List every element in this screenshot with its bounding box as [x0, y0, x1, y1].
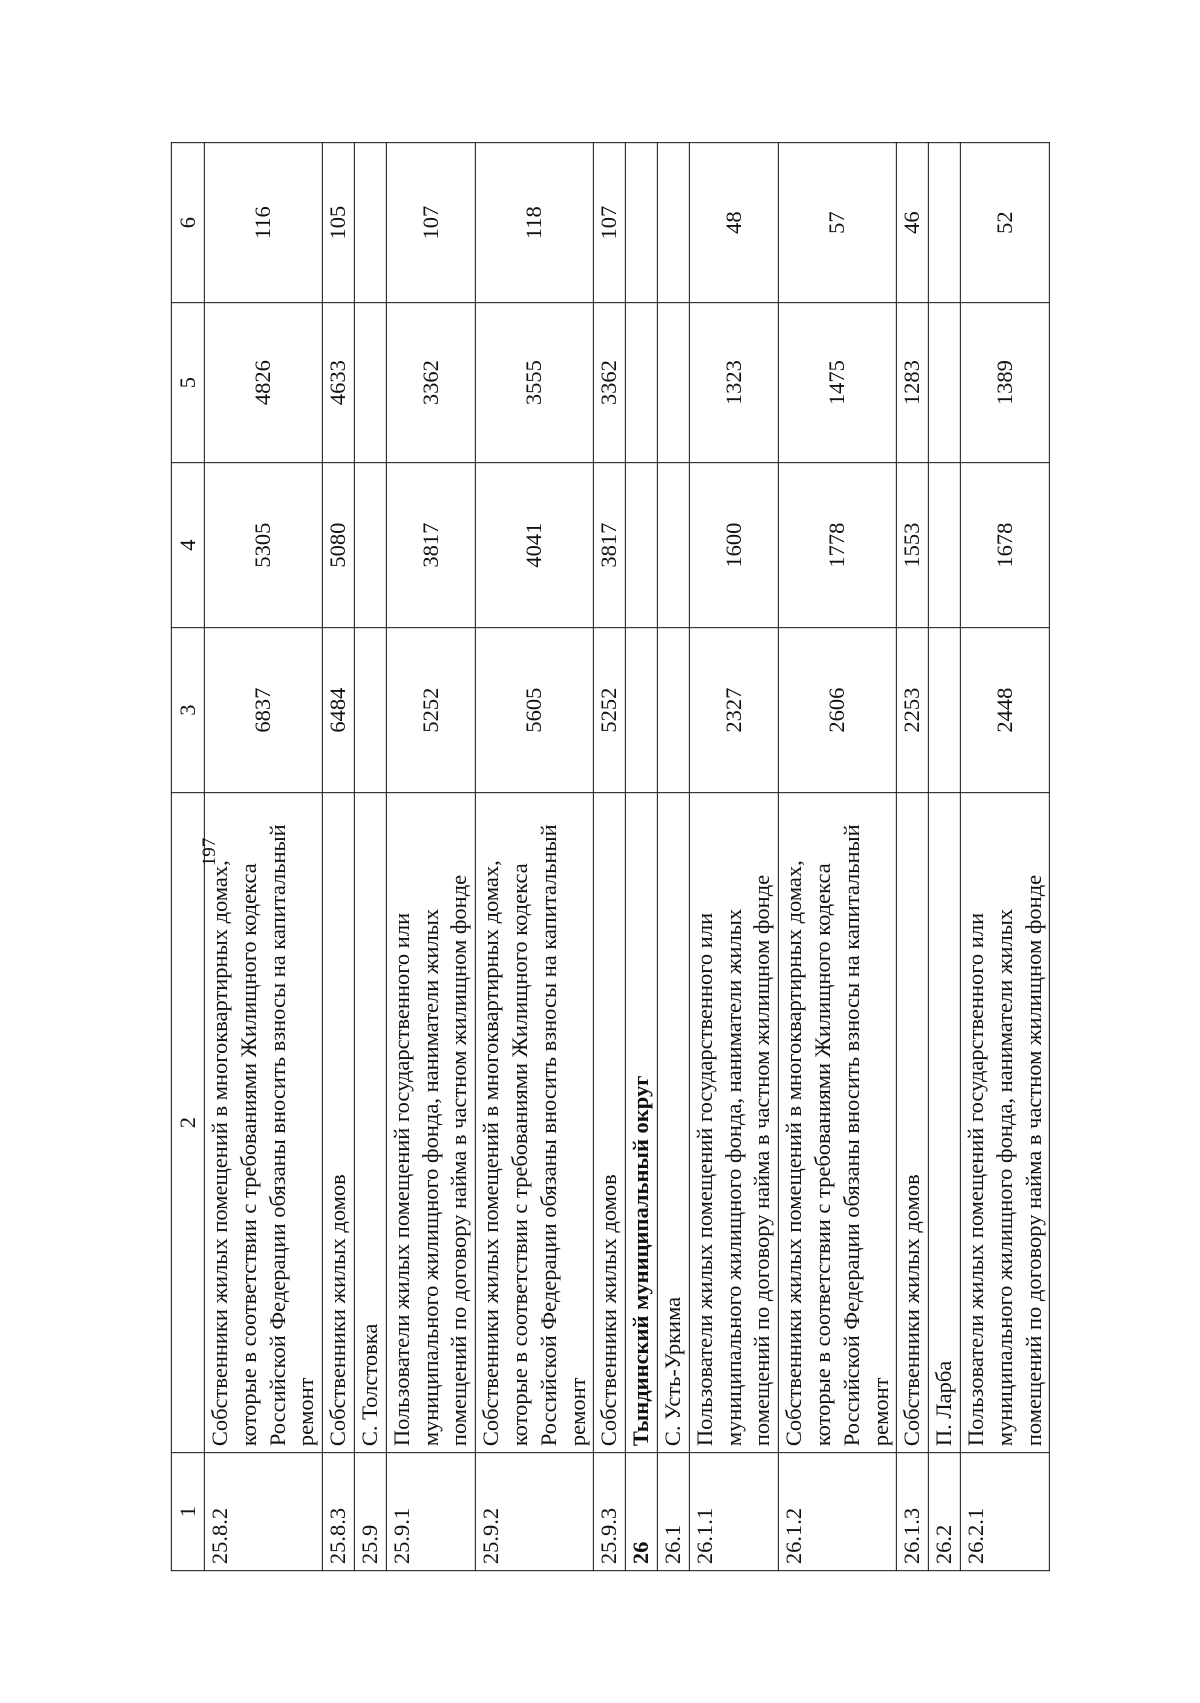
row-description: Собственники жилых помещений в многоквартирных домах, которые в соответствии с требованиями Жилищного кодекса Российской Федерации обязаны вносить взносы на капитальный ремонт [476, 793, 594, 1453]
row-value-col6: 107 [594, 143, 626, 303]
row-value-col3 [657, 628, 689, 793]
table-body [204, 143, 1049, 1571]
row-description: Собственники жилых домов [594, 793, 626, 1453]
row-description: П. Ларба [928, 793, 960, 1453]
table-row [386, 143, 475, 1571]
row-value-col4 [626, 463, 658, 628]
row-value-col3: 2606 [778, 628, 896, 793]
row-value-col5 [626, 303, 658, 463]
row-value-col3: 5252 [386, 628, 475, 793]
row-value-col5 [657, 303, 689, 463]
data-table [171, 142, 1050, 1571]
row-value-col5: 4826 [204, 303, 322, 463]
row-value-col6 [354, 143, 386, 303]
row-description: Пользователи жилых помещений государственного или муниципального жилищного фонда, наниматели жилых помещений по договору найма в частном жилищном фонде [689, 793, 778, 1453]
row-value-col4: 1553 [897, 463, 929, 628]
row-value-col3: 5252 [594, 628, 626, 793]
table-row [960, 143, 1049, 1571]
row-value-col3 [928, 628, 960, 793]
table-row [323, 143, 355, 1571]
row-code: 26.2.1 [960, 1453, 1049, 1571]
row-value-col4 [657, 463, 689, 628]
row-code: 26.1.1 [689, 1453, 778, 1571]
row-value-col3: 5605 [476, 628, 594, 793]
row-value-col5: 1389 [960, 303, 1049, 463]
row-value-col5: 3555 [476, 303, 594, 463]
row-description: Собственники жилых помещений в многоквартирных домах, которые в соответствии с требованиями Жилищного кодекса Российской Федерации обязаны вносить взносы на капитальный ремонт [778, 793, 896, 1453]
table-row [657, 143, 689, 1571]
row-value-col5 [354, 303, 386, 463]
row-description: Собственники жилых домов [897, 793, 929, 1453]
row-value-col4: 3817 [594, 463, 626, 628]
row-description: Пользователи жилых помещений государственного или муниципального жилищного фонда, наниматели жилых помещений по договору найма в частном жилищном фонде [386, 793, 475, 1453]
row-description: Собственники жилых помещений в многоквартирных домах, которые в соответствии с требованиями Жилищного кодекса Российской Федерации обязаны вносить взносы на капитальный ремонт [204, 793, 322, 1453]
row-value-col4: 3817 [386, 463, 475, 628]
row-value-col4: 4041 [476, 463, 594, 628]
column-header-1: 1 [171, 1453, 204, 1571]
table-row [778, 143, 896, 1571]
row-value-col6 [626, 143, 658, 303]
row-value-col4: 1600 [689, 463, 778, 628]
row-value-col5: 1283 [897, 303, 929, 463]
column-header-4: 4 [171, 463, 204, 628]
row-description: С. Усть-Уркима [657, 793, 689, 1453]
row-code: 25.9.3 [594, 1453, 626, 1571]
row-value-col5: 4633 [323, 303, 355, 463]
row-value-col5: 1475 [778, 303, 896, 463]
row-value-col4: 5305 [204, 463, 322, 628]
row-code: 25.9.1 [386, 1453, 475, 1571]
row-value-col6: 46 [897, 143, 929, 303]
row-value-col3: 2448 [960, 628, 1049, 793]
row-description: Тындинский муниципальный округ [626, 793, 658, 1453]
row-code: 26.1.2 [778, 1453, 896, 1571]
row-value-col3: 2253 [897, 628, 929, 793]
row-description: Пользователи жилых помещений государственного или муниципального жилищного фонда, наниматели жилых помещений по договору найма в частном жилищном фонде [960, 793, 1049, 1453]
row-value-col6: 48 [689, 143, 778, 303]
row-value-col6: 105 [323, 143, 355, 303]
row-value-col4 [354, 463, 386, 628]
row-code: 26.2 [928, 1453, 960, 1571]
table-row [689, 143, 778, 1571]
row-code: 25.9.2 [476, 1453, 594, 1571]
row-value-col4: 1778 [778, 463, 896, 628]
table-row [594, 143, 626, 1571]
row-value-col4 [928, 463, 960, 628]
row-value-col6: 107 [386, 143, 475, 303]
column-header-3: 3 [171, 628, 204, 793]
row-value-col6 [657, 143, 689, 303]
row-value-col6: 52 [960, 143, 1049, 303]
row-value-col4: 5080 [323, 463, 355, 628]
table-row [476, 143, 594, 1571]
row-value-col3 [626, 628, 658, 793]
row-value-col3: 6837 [204, 628, 322, 793]
page-number: 197 [199, 837, 220, 867]
table-row [928, 143, 960, 1571]
row-code: 26 [626, 1453, 658, 1571]
row-code: 25.9 [354, 1453, 386, 1571]
column-header-5: 5 [171, 303, 204, 463]
row-code: 25.8.3 [323, 1453, 355, 1571]
row-value-col5: 3362 [386, 303, 475, 463]
row-code: 26.1.3 [897, 1453, 929, 1571]
table-row [626, 143, 658, 1571]
row-value-col4: 1678 [960, 463, 1049, 628]
column-header-2: 2 [171, 793, 204, 1453]
row-value-col6: 57 [778, 143, 896, 303]
row-value-col3 [354, 628, 386, 793]
row-value-col6: 116 [204, 143, 322, 303]
row-value-col6 [928, 143, 960, 303]
row-value-col3: 6484 [323, 628, 355, 793]
row-value-col5: 3362 [594, 303, 626, 463]
row-code: 25.8.2 [204, 1453, 322, 1571]
row-description: Собственники жилых домов [323, 793, 355, 1453]
row-description: С. Толстовка [354, 793, 386, 1453]
row-code: 26.1 [657, 1453, 689, 1571]
row-value-col5: 1323 [689, 303, 778, 463]
table-row [354, 143, 386, 1571]
row-value-col6: 118 [476, 143, 594, 303]
table-row [897, 143, 929, 1571]
header-row [171, 143, 204, 1571]
row-value-col5 [928, 303, 960, 463]
table-row [204, 143, 322, 1571]
row-value-col3: 2327 [689, 628, 778, 793]
column-header-6: 6 [171, 143, 204, 303]
